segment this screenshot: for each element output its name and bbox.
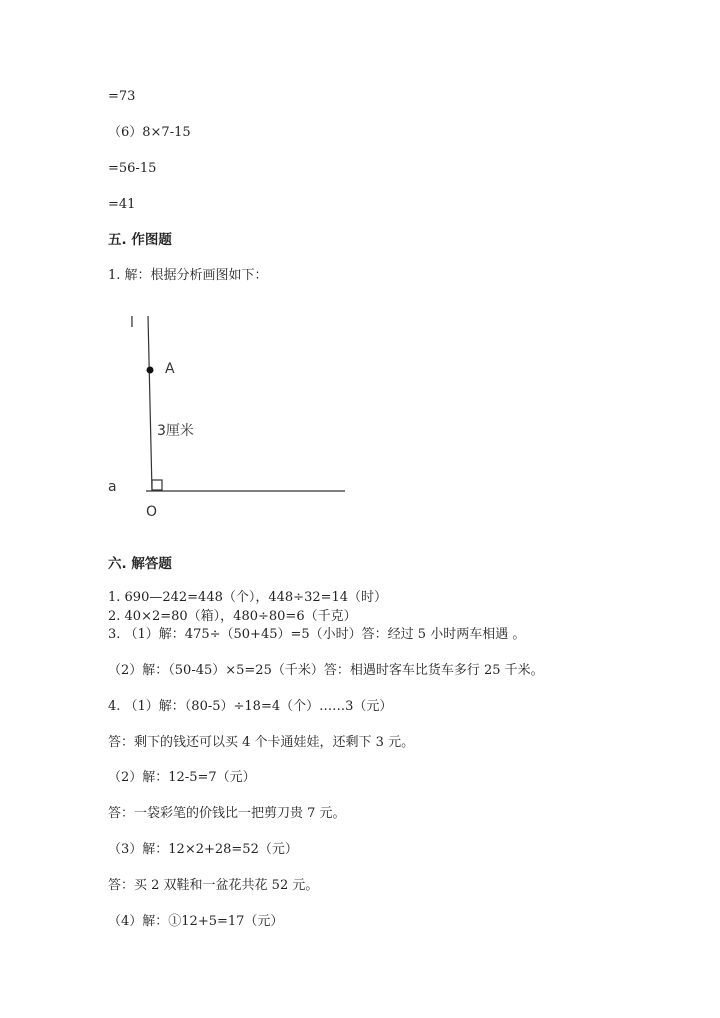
line-l (148, 316, 152, 491)
text-line: （2）解：（50-45）×5=25（千米）答：相遇时客车比货车多行 25 千米。 (108, 663, 544, 678)
text-line: 答：一袋彩笔的价钱比一把剪刀贵 7 元。 (108, 806, 346, 821)
text-line: =56-15 (108, 161, 157, 176)
text-line: 3. （1）解：475÷（50+45）=5（小时）答：经过 5 小时两车相遇 。 (108, 627, 526, 642)
label-line-l: l (130, 315, 134, 331)
point-a (147, 367, 154, 374)
text-line: =41 (108, 197, 136, 212)
text-line: 1. 690—242=448（个），448÷32=14（时） (108, 590, 388, 605)
label-line-a: a (108, 479, 117, 495)
section-heading-drawing: 五. 作图题 (108, 232, 172, 248)
geometry-figure (100, 300, 360, 530)
text-line: 4. （1）解：（80-5）÷18=4（个）……3（元） (108, 699, 393, 714)
text-line: =73 (108, 89, 136, 104)
text-line: 答：买 2 双鞋和一盆花共花 52 元。 (108, 878, 319, 893)
text-line: （4）解：①12+5=17（元） (108, 914, 284, 929)
text-line: （6）8×7-15 (108, 125, 191, 140)
text-line: 答：剩下的钱还可以买 4 个卡通娃娃，还剩下 3 元。 (108, 735, 415, 750)
text-line: （2）解：12-5=7（元） (108, 770, 256, 785)
text-line: 1. 解：根据分析画图如下： (108, 268, 268, 283)
label-point-a: A (165, 361, 175, 377)
label-point-o: O (146, 504, 158, 520)
text-line: （3）解：12×2+28=52（元） (108, 842, 298, 857)
section-heading-answers: 六. 解答题 (108, 556, 172, 572)
right-angle-mark (152, 480, 162, 490)
label-distance: 3厘米 (157, 423, 194, 439)
text-line: 2. 40×2=80（箱），480÷80=6（千克） (108, 609, 357, 624)
